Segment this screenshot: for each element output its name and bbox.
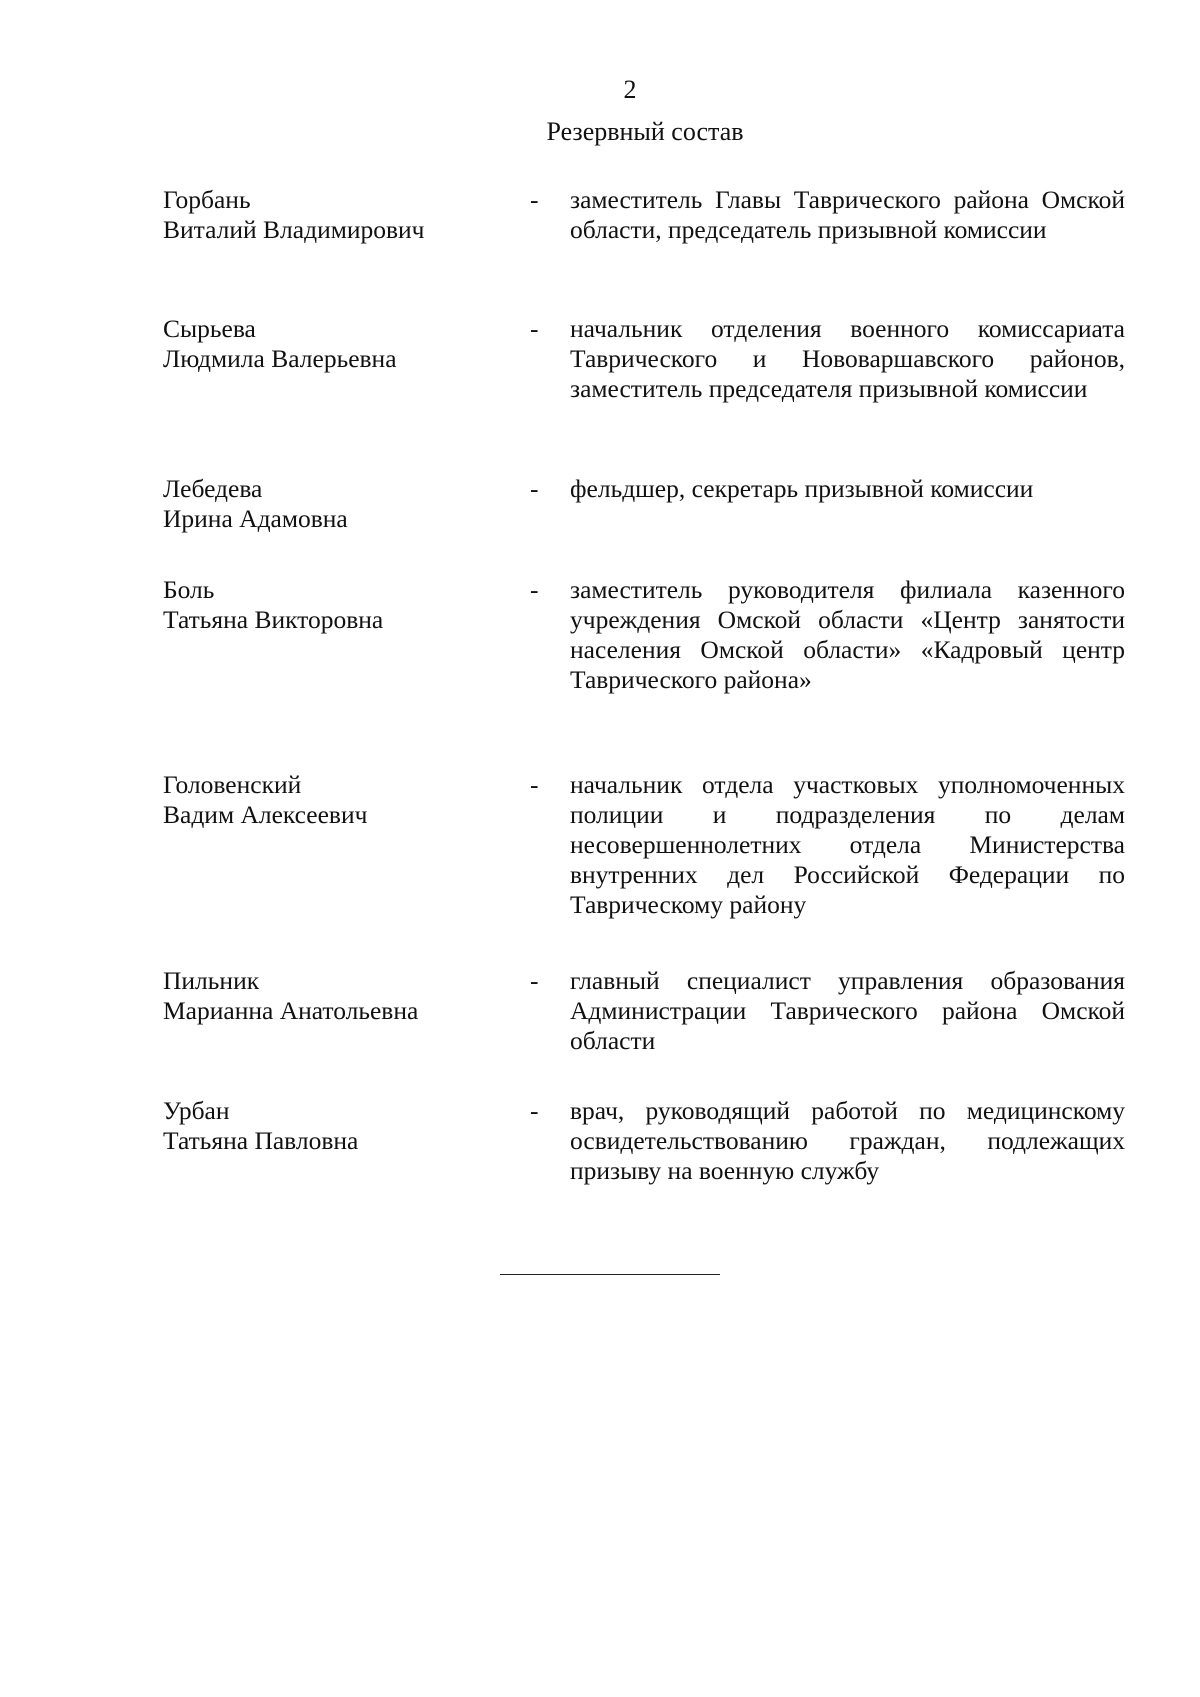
member-given-names: Марианна Анатольевна	[163, 996, 419, 1025]
member-given-names: Виталий Владимирович	[163, 215, 425, 244]
member-surname: Урбан	[163, 1096, 230, 1125]
entry-dash: -	[530, 770, 539, 799]
member-surname: Боль	[163, 575, 215, 604]
member-surname: Лебедева	[163, 474, 263, 503]
member-surname: Пильник	[163, 966, 260, 995]
member-position: заместитель Главы Таврического района Омской области, председатель призывной комиссии	[570, 185, 1125, 244]
member-position: главный специалист управления образования Администрации Таврического района Омской области	[570, 966, 1125, 1055]
member-given-names: Татьяна Павловна	[163, 1126, 359, 1155]
member-name	[163, 966, 493, 1026]
member-given-names: Вадим Алексеевич	[163, 800, 368, 829]
section-title: Резервный состав	[546, 117, 744, 146]
page-number: 2	[623, 75, 637, 104]
member-name	[163, 575, 493, 635]
member-position: начальник отделения военного комиссариата Таврического и Нововаршавского районов, заместитель председателя призывной комиссии	[570, 314, 1125, 403]
entry-dash: -	[530, 185, 539, 214]
member-name	[163, 474, 493, 534]
member-surname: Горбань	[163, 185, 251, 214]
member-name	[163, 314, 493, 374]
member-position: начальник отдела участковых уполномоченных полиции и подразделения по делам несовершеннолетних отдела Министерства внутренних дел Российской Федерации по Таврическому району	[570, 770, 1125, 919]
member-position: фельдшер, секретарь призывной комиссии	[570, 474, 1034, 503]
member-given-names: Людмила Валерьевна	[163, 344, 397, 373]
member-name	[163, 1096, 493, 1156]
entry-dash: -	[530, 1096, 539, 1125]
member-given-names: Ирина Адамовна	[163, 504, 348, 533]
member-surname: Головенский	[163, 770, 302, 799]
member-given-names: Татьяна Викторовна	[163, 605, 384, 634]
member-position: врач, руководящий работой по медицинскому освидетельствованию граждан, подлежащих призыву на военную службу	[570, 1096, 1125, 1185]
end-divider	[500, 1274, 720, 1275]
member-surname: Сырьева	[163, 314, 256, 343]
member-position: заместитель руководителя филиала казенного учреждения Омской области «Центр занятости населения Омской области» «Кадровый центр Таврического района»	[570, 575, 1125, 694]
entry-dash: -	[530, 474, 539, 503]
entry-dash: -	[530, 575, 539, 604]
member-name	[163, 770, 493, 830]
member-name	[163, 185, 493, 245]
entry-dash: -	[530, 314, 539, 343]
entry-dash: -	[530, 966, 539, 995]
